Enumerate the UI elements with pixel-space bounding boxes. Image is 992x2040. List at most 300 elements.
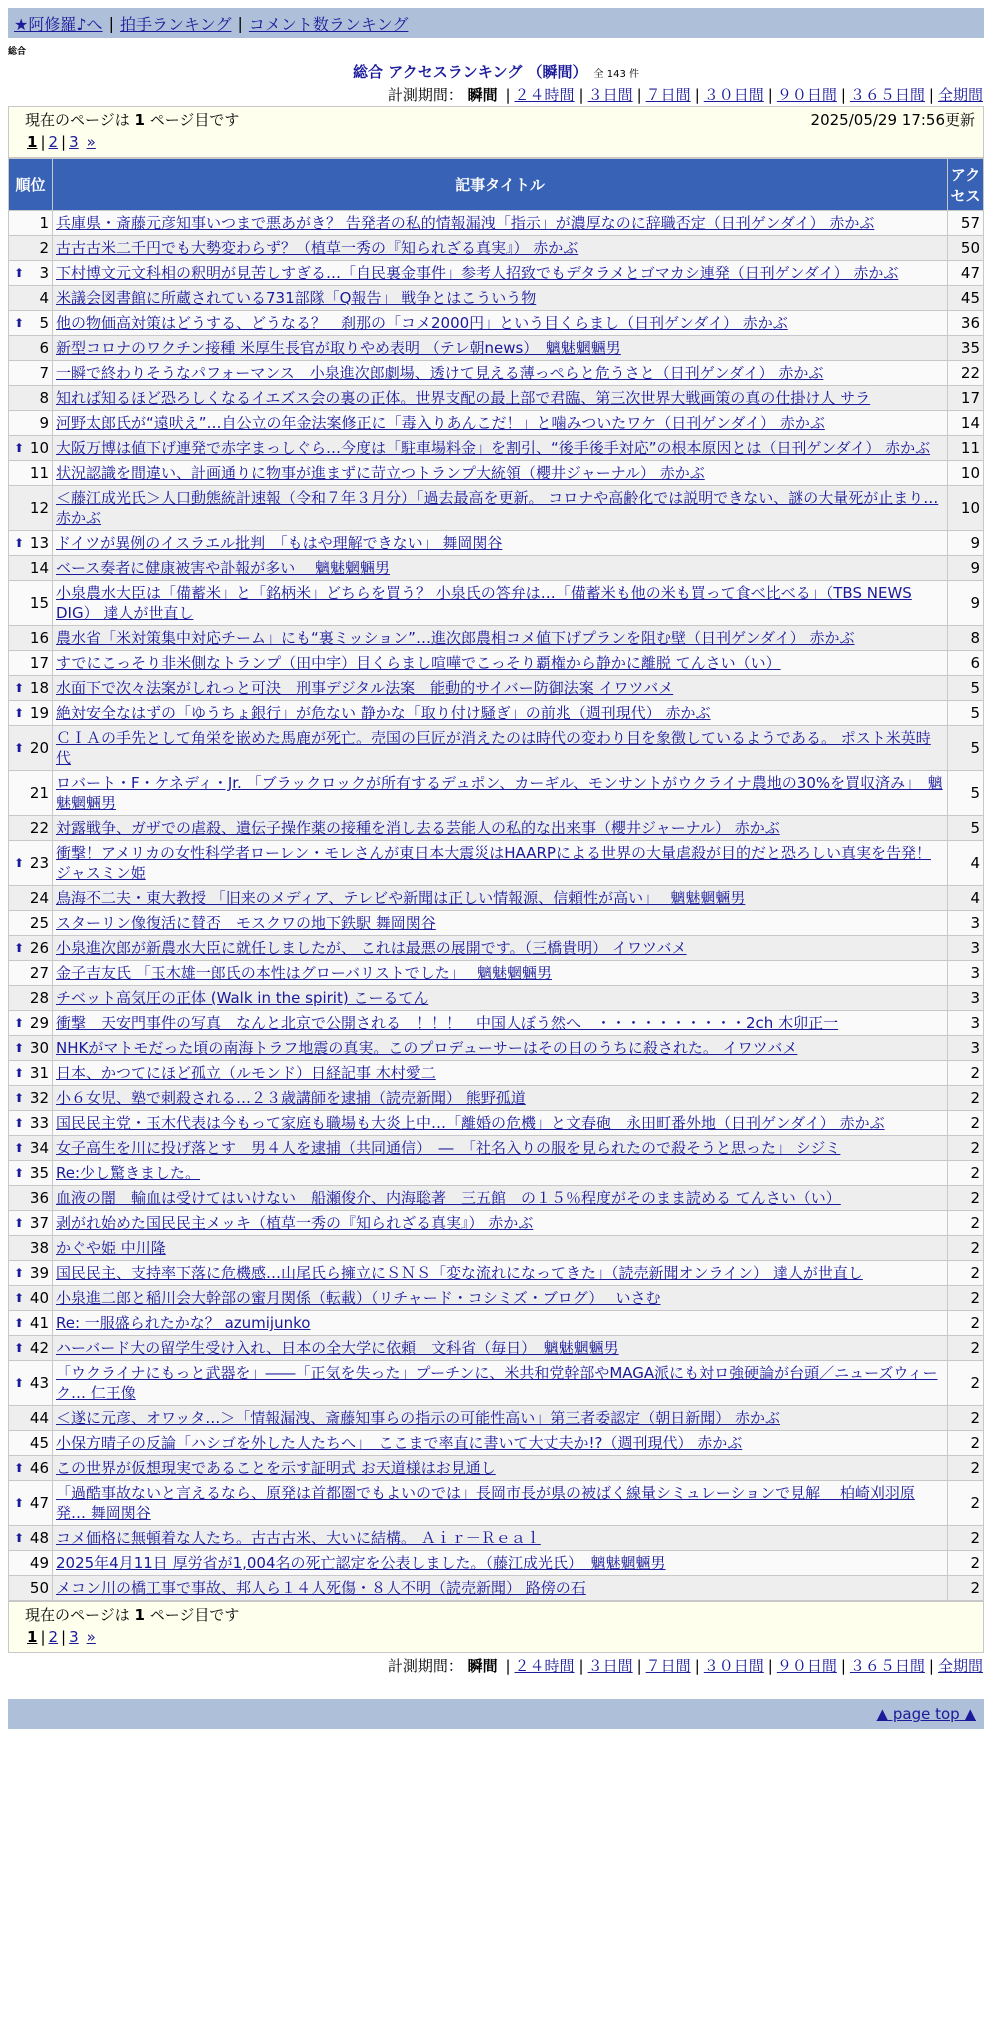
article-title-link[interactable]: 金子吉友氏 「玉木雄一郎氏の本性はグローバリストでした」 魑魅魍魎男 — [56, 964, 552, 982]
title-cell — [53, 936, 948, 961]
rank-cell — [9, 556, 53, 581]
access-count: 10 — [948, 486, 984, 531]
page-status-pre: 現在のページは — [25, 1606, 130, 1624]
title-cell — [53, 411, 948, 436]
article-title-link[interactable]: 剥がれ始めた国民民主メッキ（植草一秀の『知られざる真実』） 赤かぶ — [56, 1214, 534, 1232]
period-separator: | — [578, 86, 584, 104]
table-row — [9, 1456, 984, 1481]
access-count: 57 — [948, 211, 984, 236]
rank-cell — [9, 1361, 53, 1406]
title-cell — [53, 676, 948, 701]
period-option-link[interactable]: ７日間 — [645, 1657, 691, 1675]
article-title-link[interactable]: NHKがマトモだった頃の南海トラフ地震の真実。このプロデューサーはその日のうちに殺された。 イワツバメ — [56, 1039, 798, 1057]
title-cell — [53, 651, 948, 676]
rank-number: 5 — [39, 314, 49, 332]
page-info-top — [8, 106, 984, 158]
access-count: 5 — [948, 726, 984, 771]
pager-bottom — [25, 1626, 975, 1648]
rank-number: 31 — [29, 1064, 49, 1082]
rank-cell — [9, 1161, 53, 1186]
table-row — [9, 1111, 984, 1136]
title-cell — [53, 1286, 948, 1311]
article-title-link[interactable]: 下村博文元文科相の釈明が見苦しすぎる…「自民裏金事件」参考人招致でもデタラメとゴマカシ連発（日刊ゲンダイ） 赤かぶ — [56, 264, 899, 282]
page-status-number: 1 — [134, 111, 145, 129]
article-title-link[interactable]: 一瞬で終わりそうなパフォーマンス 小泉進次郎劇場、透けて見える薄っぺらと危うさと（日刊ゲンダイ） 赤かぶ — [56, 364, 824, 382]
rank-number: 19 — [29, 704, 49, 722]
period-separator: | — [636, 86, 642, 104]
rank-number: 21 — [29, 784, 49, 802]
rank-cell — [9, 886, 53, 911]
table-row — [9, 1136, 984, 1161]
article-title-link[interactable]: ハーバード大の留学生受け入れ、日本の全大学に依頼 文科省（毎日） 魑魅魍魎男 — [56, 1339, 619, 1357]
title-cell — [53, 386, 948, 411]
table-row — [9, 556, 984, 581]
table-row — [9, 961, 984, 986]
rank-cell — [9, 701, 53, 726]
rank-up-arrow-icon: ⬆ — [14, 1041, 25, 1055]
article-title-link[interactable]: ベース奏者に健康被害や訃報が多い 魑魅魍魎男 — [56, 559, 391, 577]
rank-cell — [9, 911, 53, 936]
table-row — [9, 626, 984, 651]
rank-number: 10 — [29, 439, 49, 457]
article-title-link[interactable]: この世界が仮想現実であることを示す証明式 お天道様はお見通し — [56, 1459, 496, 1477]
article-title-link[interactable]: 米議会図書館に所蔵されている731部隊「Q報告」 戦争とはこういう物 — [56, 289, 537, 307]
article-title-link[interactable]: 「過酷事故ないと言えるなら、原発は首都圏でもよいのでは」長岡市長が県の被ばく線量シミュレーションで見解 柏崎刈羽原発… 舞岡関谷 — [56, 1484, 915, 1522]
article-title-link[interactable]: 「ウクライナにもっと武器を」――「正気を失った」プーチンに、米共和党幹部やMAGA派にも対ロ強硬論が台頭／ニューズウィーク… 仁王像 — [56, 1364, 938, 1402]
rank-cell — [9, 336, 53, 361]
period-option-link[interactable]: ９０日間 — [776, 86, 837, 104]
top-nav-bar — [8, 8, 984, 38]
table-row — [9, 236, 984, 261]
article-title-link[interactable]: 国民民主党・玉木代表は今もって家庭も職場も大炎上中…「離婚の危機」と文春砲 永田町番外地（日刊ゲンダイ） 赤かぶ — [56, 1114, 885, 1132]
rank-up-arrow-icon: ⬆ — [14, 1266, 25, 1280]
rank-number: 42 — [29, 1339, 49, 1357]
title-cell — [53, 886, 948, 911]
rank-cell — [9, 261, 53, 286]
table-row — [9, 1036, 984, 1061]
rank-up-arrow-icon: ⬆ — [14, 706, 25, 720]
period-current: 瞬間 — [467, 1657, 498, 1675]
rank-cell — [9, 1526, 53, 1551]
title-cell — [53, 961, 948, 986]
article-title-link[interactable]: 大阪万博は値下げ連発で赤字まっしぐら…今度は「駐車場料金」を割引、“後手後手対応”の根本原因とは（日刊ゲンダイ） 赤かぶ — [56, 439, 931, 457]
table-row — [9, 986, 984, 1011]
article-title-link[interactable]: 衝撃 天安門事件の写真 なんと北京で公開される ！！！ 中国人ぼう然へ ・・・・・・・・・・2ch 木卯正一 — [56, 1014, 839, 1032]
table-row — [9, 1311, 984, 1336]
table-row — [9, 486, 984, 531]
rank-cell — [9, 676, 53, 701]
period-option-link[interactable]: ７日間 — [645, 86, 691, 104]
rank-up-arrow-icon: ⬆ — [14, 741, 25, 755]
table-row — [9, 1286, 984, 1311]
table-row — [9, 1406, 984, 1431]
rank-number: 33 — [29, 1114, 49, 1132]
title-cell — [53, 1261, 948, 1286]
rank-cell — [9, 1456, 53, 1481]
rank-number: 8 — [39, 389, 49, 407]
article-title-link[interactable]: ＜藤江成光氏＞人口動態統計速報（令和７年３月分）「過去最高を更新。 コロナや高齢化では説明できない、謎の大量死が止まり… 赤かぶ — [56, 489, 939, 527]
article-title-link[interactable]: 兵庫県・斎藤元彦知事いつまで悪あがき？ 告発者の私的情報漏洩「指示」が濃厚なのに辞職否定（日刊ゲンダイ） 赤かぶ — [56, 214, 875, 232]
rank-cell — [9, 1336, 53, 1361]
access-count: 2 — [948, 1456, 984, 1481]
ranking-table — [8, 158, 984, 1601]
access-count: 2 — [948, 1236, 984, 1261]
table-row — [9, 1261, 984, 1286]
access-count: 2 — [948, 1286, 984, 1311]
period-option-link[interactable]: ３６５日間 — [849, 86, 925, 104]
rank-number: 36 — [29, 1189, 49, 1207]
ranking-page — [8, 8, 984, 1729]
period-option-link[interactable]: 全期間 — [937, 86, 983, 104]
access-count: 2 — [948, 1211, 984, 1236]
rank-number: 28 — [29, 989, 49, 1007]
article-title-link[interactable]: ロバート・F・ケネディ・Jr. 「ブラックロックが所有するデュポン、カーギル、モンサントがウクライナ農地の30%を買収済み」 魑魅魍魎男 — [56, 774, 943, 812]
rank-cell — [9, 411, 53, 436]
rank-number: 35 — [29, 1164, 49, 1182]
article-title-link[interactable]: 衝撃！アメリカの女性科学者ローレン・モレさんが東日本大震災はHAARPによる世界の大量虐殺が目的だと恐ろしい真実を告発！ ジャスミン姫 — [56, 844, 931, 882]
pager-link[interactable]: 2 — [48, 133, 59, 151]
rank-number: 4 — [39, 289, 49, 307]
title-cell — [53, 1336, 948, 1361]
article-title-link[interactable]: ドイツが異例のイスラエル批判 「もはや理解できない」 舞岡関谷 — [56, 534, 503, 552]
title-cell — [53, 1406, 948, 1431]
access-count: 4 — [948, 886, 984, 911]
rank-number: 6 — [39, 339, 49, 357]
table-row — [9, 1551, 984, 1576]
period-option-link[interactable]: ２４時間 — [514, 1657, 575, 1675]
period-selector-top — [8, 84, 984, 106]
title-cell — [53, 1361, 948, 1406]
rank-cell — [9, 581, 53, 626]
period-separator: | — [840, 1657, 846, 1675]
table-row — [9, 1236, 984, 1261]
rank-up-arrow-icon: ⬆ — [14, 266, 25, 280]
article-title-link[interactable]: 知れば知るほど恐ろしくなるイエズス会の裏の正体。世界支配の最上部で君臨、第三次世界大戦画策の真の仕掛け人 サラ — [56, 389, 871, 407]
rank-up-arrow-icon: ⬆ — [14, 1291, 25, 1305]
rank-cell — [9, 486, 53, 531]
article-title-link[interactable]: 他の物価高対策はどうする、どうなる？ 刹那の「コメ2000円」という目くらまし（日刊ゲンダイ） 赤かぶ — [56, 314, 788, 332]
table-row — [9, 701, 984, 726]
access-count: 35 — [948, 336, 984, 361]
rank-number: 11 — [29, 464, 49, 482]
rank-cell — [9, 211, 53, 236]
rank-up-arrow-icon: ⬆ — [14, 1341, 25, 1355]
rank-number: 49 — [29, 1554, 49, 1572]
rank-number: 16 — [29, 629, 49, 647]
rank-cell — [9, 1481, 53, 1526]
title-cell — [53, 1061, 948, 1086]
rank-number: 30 — [29, 1039, 49, 1057]
article-title-link[interactable]: コメ価格に無頓着な人たち。古古古米、大いに結構。 Ａｉｒ－Ｒｅａｌ — [56, 1529, 541, 1547]
table-row — [9, 1161, 984, 1186]
table-row — [9, 211, 984, 236]
page-title-text: 総合 アクセスランキング （瞬間） — [353, 63, 588, 81]
pager-separator: | — [40, 1628, 46, 1646]
period-option-link[interactable]: ２４時間 — [514, 86, 575, 104]
article-title-link[interactable]: メコン川の橋工事で事故、邦人ら１４人死傷・８人不明（読売新聞） 路傍の石 — [56, 1579, 586, 1597]
access-count: 5 — [948, 676, 984, 701]
title-cell — [53, 556, 948, 581]
rank-cell — [9, 461, 53, 486]
article-title-link[interactable]: 女子高生を川に投げ落とす 男４人を逮捕（共同通信） ― 「社名入りの服を見られたので殺そうと思った」 シジミ — [56, 1139, 841, 1157]
table-row — [9, 336, 984, 361]
pager-link[interactable]: 3 — [69, 133, 79, 151]
article-title-link[interactable]: 状況認識を間違い、計画通りに物事が進まずに苛立つトランプ大統領（櫻井ジャーナル） 赤かぶ — [56, 464, 705, 482]
rank-cell — [9, 531, 53, 556]
rank-number: 24 — [29, 889, 49, 907]
period-separator: | — [694, 1657, 700, 1675]
rank-up-arrow-icon: ⬆ — [14, 941, 25, 955]
article-title-link[interactable]: 絶対安全なはずの「ゆうちょ銀行」が危ない 静かな「取り付け騒ぎ」の前兆（週刊現代） 赤かぶ — [56, 704, 711, 722]
table-row — [9, 581, 984, 626]
article-title-link[interactable]: すでにこっそり非米側なトランプ（田中宇）目くらまし喧嘩でこっそり覇権から静かに離脱 てんさい（い） — [56, 654, 781, 672]
pager-separator: | — [61, 1628, 67, 1646]
access-count: 50 — [948, 236, 984, 261]
rank-number: 41 — [29, 1314, 49, 1332]
rank-cell — [9, 1086, 53, 1111]
table-row — [9, 1186, 984, 1211]
access-count: 2 — [948, 1136, 984, 1161]
period-option-link[interactable]: ３６５日間 — [849, 1657, 925, 1675]
rank-cell — [9, 1551, 53, 1576]
updated-time: 2025/05/29 17:56更新 — [810, 111, 975, 129]
rank-up-arrow-icon: ⬆ — [14, 316, 25, 330]
rank-number: 14 — [29, 559, 49, 577]
rank-number: 44 — [29, 1409, 49, 1427]
pager-top — [25, 131, 975, 153]
access-count: 14 — [948, 411, 984, 436]
title-cell — [53, 1161, 948, 1186]
article-title-link[interactable]: 古古古米二千円でも大勢変わらず？（植草一秀の『知られざる真実』） 赤かぶ — [56, 239, 579, 257]
period-options — [502, 1657, 984, 1675]
rank-up-arrow-icon: ⬆ — [14, 441, 25, 455]
article-title-link[interactable]: 血液の闇 輸血は受けてはいけない 船瀬俊介、内海聡著 三五館 の１５％程度がそのまま読める てんさい（い） — [56, 1189, 841, 1207]
rank-number: 18 — [29, 679, 49, 697]
access-count: 5 — [948, 771, 984, 816]
rank-number: 25 — [29, 914, 49, 932]
rank-number: 15 — [29, 594, 49, 612]
article-title-link[interactable]: ＣＩＡの手先として角栄を嵌めた馬鹿が死亡。売国の巨匠が消えたのは時代の変わり目を象徴しているようである。 ポスト米英時代 — [56, 729, 931, 767]
period-option-link[interactable]: ９０日間 — [776, 1657, 837, 1675]
article-title-link[interactable]: 対露戦争、ガザでの虐殺、遺伝子操作薬の接種を消し去る芸能人の私的な出来事（櫻井ジャーナル） 赤かぶ — [56, 819, 780, 837]
table-row — [9, 1086, 984, 1111]
article-title-link[interactable]: 小保方晴子の反論「ハシゴを外した人たちへ」 ここまで率直に書いて大丈夫か!?（週刊現代） 赤かぶ — [56, 1434, 743, 1452]
rank-number: 7 — [39, 364, 49, 382]
rank-cell — [9, 936, 53, 961]
rank-number: 1 — [39, 214, 49, 232]
title-cell — [53, 1551, 948, 1576]
rank-up-arrow-icon: ⬆ — [14, 1116, 25, 1130]
title-cell — [53, 236, 948, 261]
rank-cell — [9, 1011, 53, 1036]
article-title-link[interactable]: 2025年4月11日 厚労省が1,004名の死亡認定を公表しました。（藤江成光氏） 魑魅魍魎男 — [56, 1554, 666, 1572]
rank-cell — [9, 236, 53, 261]
table-row — [9, 461, 984, 486]
rank-up-arrow-icon: ⬆ — [14, 1376, 25, 1390]
table-row — [9, 676, 984, 701]
table-row — [9, 531, 984, 556]
home-link[interactable]: ★阿修羅♪へ — [14, 14, 103, 34]
rank-cell — [9, 1311, 53, 1336]
pager-next-link[interactable]: » — [86, 1628, 96, 1646]
page-status-post: ページ目です — [149, 111, 240, 129]
access-count: 2 — [948, 1576, 984, 1601]
rank-up-arrow-icon: ⬆ — [14, 1091, 25, 1105]
rank-cell — [9, 816, 53, 841]
rank-up-arrow-icon: ⬆ — [14, 856, 25, 870]
period-label: 計測期間： — [387, 1657, 463, 1675]
access-count: 10 — [948, 461, 984, 486]
access-count: 3 — [948, 1011, 984, 1036]
access-count: 2 — [948, 1311, 984, 1336]
article-title-link[interactable]: 小泉進二郎と稲川会大幹部の蜜月関係（転載）（リチャード・コシミズ・ブログ） いさむ — [56, 1289, 661, 1307]
access-count: 22 — [948, 361, 984, 386]
ranking-table-body — [9, 211, 984, 1601]
access-count: 5 — [948, 701, 984, 726]
rank-number: 48 — [29, 1529, 49, 1547]
rank-number: 32 — [29, 1089, 49, 1107]
table-row — [9, 436, 984, 461]
rank-cell — [9, 986, 53, 1011]
period-option-link[interactable]: ３０日間 — [703, 1657, 764, 1675]
period-option-link[interactable]: ３日間 — [587, 86, 633, 104]
article-title-link[interactable]: Re: 一服盛られたかな？ azumijunko — [56, 1314, 311, 1332]
rank-up-arrow-icon: ⬆ — [14, 681, 25, 695]
pager-link[interactable]: 3 — [69, 1628, 79, 1646]
rank-number: 43 — [29, 1374, 49, 1392]
rank-up-arrow-icon: ⬆ — [14, 1066, 25, 1080]
article-title-link[interactable]: Re:少し驚きました。 — [56, 1164, 201, 1182]
period-option-link[interactable]: ３０日間 — [703, 86, 764, 104]
article-title-link[interactable]: 河野太郎氏が“遠吠え”…自公立の年金法案修正に「毒入りあんこだ！」と噛みついたワケ（日刊ゲンダイ） 赤かぶ — [56, 414, 825, 432]
comment-ranking-link[interactable]: コメント数ランキング — [248, 14, 409, 34]
period-option-link[interactable]: 全期間 — [937, 1657, 983, 1675]
title-cell — [53, 911, 948, 936]
access-count: 3 — [948, 936, 984, 961]
table-row — [9, 1576, 984, 1601]
rank-number: 29 — [29, 1014, 49, 1032]
article-title-link[interactable]: 国民民主、支持率下落に危機感…山尾氏ら擁立にＳＮＳ「変な流れになってきた」（読売新聞オンライン） 達人が世直し — [56, 1264, 863, 1282]
article-title-link[interactable]: ＜遂に元彦、オワッタ…＞「情報漏洩、斎藤知事らの指示の可能性高い」第三者委認定（朝日新聞） 赤かぶ — [56, 1409, 781, 1427]
pager-separator: | — [40, 133, 46, 151]
rank-cell — [9, 1036, 53, 1061]
title-cell — [53, 581, 948, 626]
section-label: 総合 — [8, 47, 27, 57]
rank-cell — [9, 1186, 53, 1211]
table-row — [9, 386, 984, 411]
access-count: 9 — [948, 556, 984, 581]
period-separator: | — [928, 86, 934, 104]
access-count: 2 — [948, 1186, 984, 1211]
title-cell — [53, 1111, 948, 1136]
title-cell — [53, 1186, 948, 1211]
pager-next-link[interactable]: » — [86, 133, 96, 151]
access-count: 3 — [948, 961, 984, 986]
table-row — [9, 936, 984, 961]
period-options — [502, 86, 984, 104]
page-info-bottom — [8, 1601, 984, 1653]
rank-cell — [9, 1261, 53, 1286]
title-cell — [53, 1036, 948, 1061]
pager-separator: | — [61, 133, 67, 151]
access-count: 2 — [948, 1061, 984, 1086]
access-count: 3 — [948, 986, 984, 1011]
page-status-number: 1 — [134, 1606, 145, 1624]
rank-cell — [9, 1431, 53, 1456]
access-header: アクセス — [948, 159, 984, 211]
page-status-pre: 現在のページは — [25, 111, 130, 129]
article-title-link[interactable]: スターリン像復活に賛否 モスクワの地下鉄駅 舞岡関谷 — [56, 914, 436, 932]
article-title-link[interactable]: 新型コロナのワクチン接種 米厚生長官が取りやめ表明 （テレ朝news） 魑魅魍魎男 — [56, 339, 621, 357]
rank-cell — [9, 1406, 53, 1431]
access-count: 3 — [948, 911, 984, 936]
title-cell — [53, 1311, 948, 1336]
access-count: 2 — [948, 1161, 984, 1186]
title-cell — [53, 626, 948, 651]
period-option-link[interactable]: ３日間 — [587, 1657, 633, 1675]
access-count: 47 — [948, 261, 984, 286]
bottom-bar — [8, 1699, 984, 1729]
rank-cell — [9, 841, 53, 886]
access-count: 4 — [948, 841, 984, 886]
rank-cell — [9, 386, 53, 411]
article-title-link[interactable]: 農水省「米対策集中対応チーム」にも“裏ミッション”…進次郎農相コメ値下げプランを阻む壁（日刊ゲンダイ） 赤かぶ — [56, 629, 855, 647]
rank-number: 13 — [29, 534, 49, 552]
article-title-link[interactable]: 日本、かつてにほど孤立（ルモンド）日経記事 木村愛二 — [56, 1064, 436, 1082]
rank-up-arrow-icon: ⬆ — [14, 1316, 25, 1330]
pager-link[interactable]: 2 — [48, 1628, 59, 1646]
total-count: 全 143 件 — [593, 69, 639, 80]
article-title-link[interactable]: かぐや姫 中川隆 — [56, 1239, 166, 1257]
rank-up-arrow-icon: ⬆ — [14, 1166, 25, 1180]
title-cell — [53, 1236, 948, 1261]
table-row — [9, 1431, 984, 1456]
rank-number: 50 — [29, 1579, 49, 1597]
rank-cell — [9, 1236, 53, 1261]
clap-ranking-link[interactable]: 拍手ランキング — [119, 14, 232, 34]
rank-up-arrow-icon: ⬆ — [14, 1531, 25, 1545]
access-count: 3 — [948, 1036, 984, 1061]
article-title-link[interactable]: 小６女児、塾で刺殺される…２３歳講師を逮捕（読売新聞） 熊野孤道 — [56, 1089, 526, 1107]
title-cell — [53, 486, 948, 531]
page-top-link[interactable]: ▲ page top ▲ — [876, 1705, 976, 1723]
rank-cell — [9, 286, 53, 311]
rank-number: 26 — [29, 939, 49, 957]
pager-current: 1 — [27, 1628, 38, 1646]
article-title-link[interactable]: 水面下で次々法案がしれっと可決 刑事デジタル法案 能動的サイバー防御法案 イワツバメ — [56, 679, 674, 697]
access-count: 2 — [948, 1261, 984, 1286]
period-current: 瞬間 — [467, 86, 498, 104]
rank-number: 40 — [29, 1289, 49, 1307]
article-title-link[interactable]: 鳥海不二夫・東大教授 「旧来のメディア、テレビや新聞は正しい情報源、信頼性が高い」 魑魅魍魎男 — [56, 889, 746, 907]
rank-number: 23 — [29, 854, 49, 872]
title-cell — [53, 1136, 948, 1161]
title-cell — [53, 261, 948, 286]
table-row — [9, 361, 984, 386]
rank-up-arrow-icon: ⬆ — [14, 1216, 25, 1230]
table-row — [9, 1061, 984, 1086]
article-title-link[interactable]: チベット高気圧の正体 (Walk in the spirit) こーるてん — [56, 989, 429, 1007]
rank-cell — [9, 311, 53, 336]
table-row — [9, 1211, 984, 1236]
rank-number: 22 — [29, 819, 49, 837]
period-separator: | — [694, 86, 700, 104]
rank-cell — [9, 626, 53, 651]
article-title-link[interactable]: 小泉農水大臣は「備蓄米」と「銘柄米」どちらを買う？ 小泉氏の答弁は…「備蓄米も他の米も買って食べ比べる」（TBS NEWS DIG） 達人が世直し — [56, 584, 912, 622]
page-status-bottom — [25, 1604, 975, 1626]
title-cell — [53, 211, 948, 236]
article-title-link[interactable]: 小泉進次郎が新農水大臣に就任しましたが、 これは最悪の展開です。（三橋貴明） イワツバメ — [56, 939, 687, 957]
